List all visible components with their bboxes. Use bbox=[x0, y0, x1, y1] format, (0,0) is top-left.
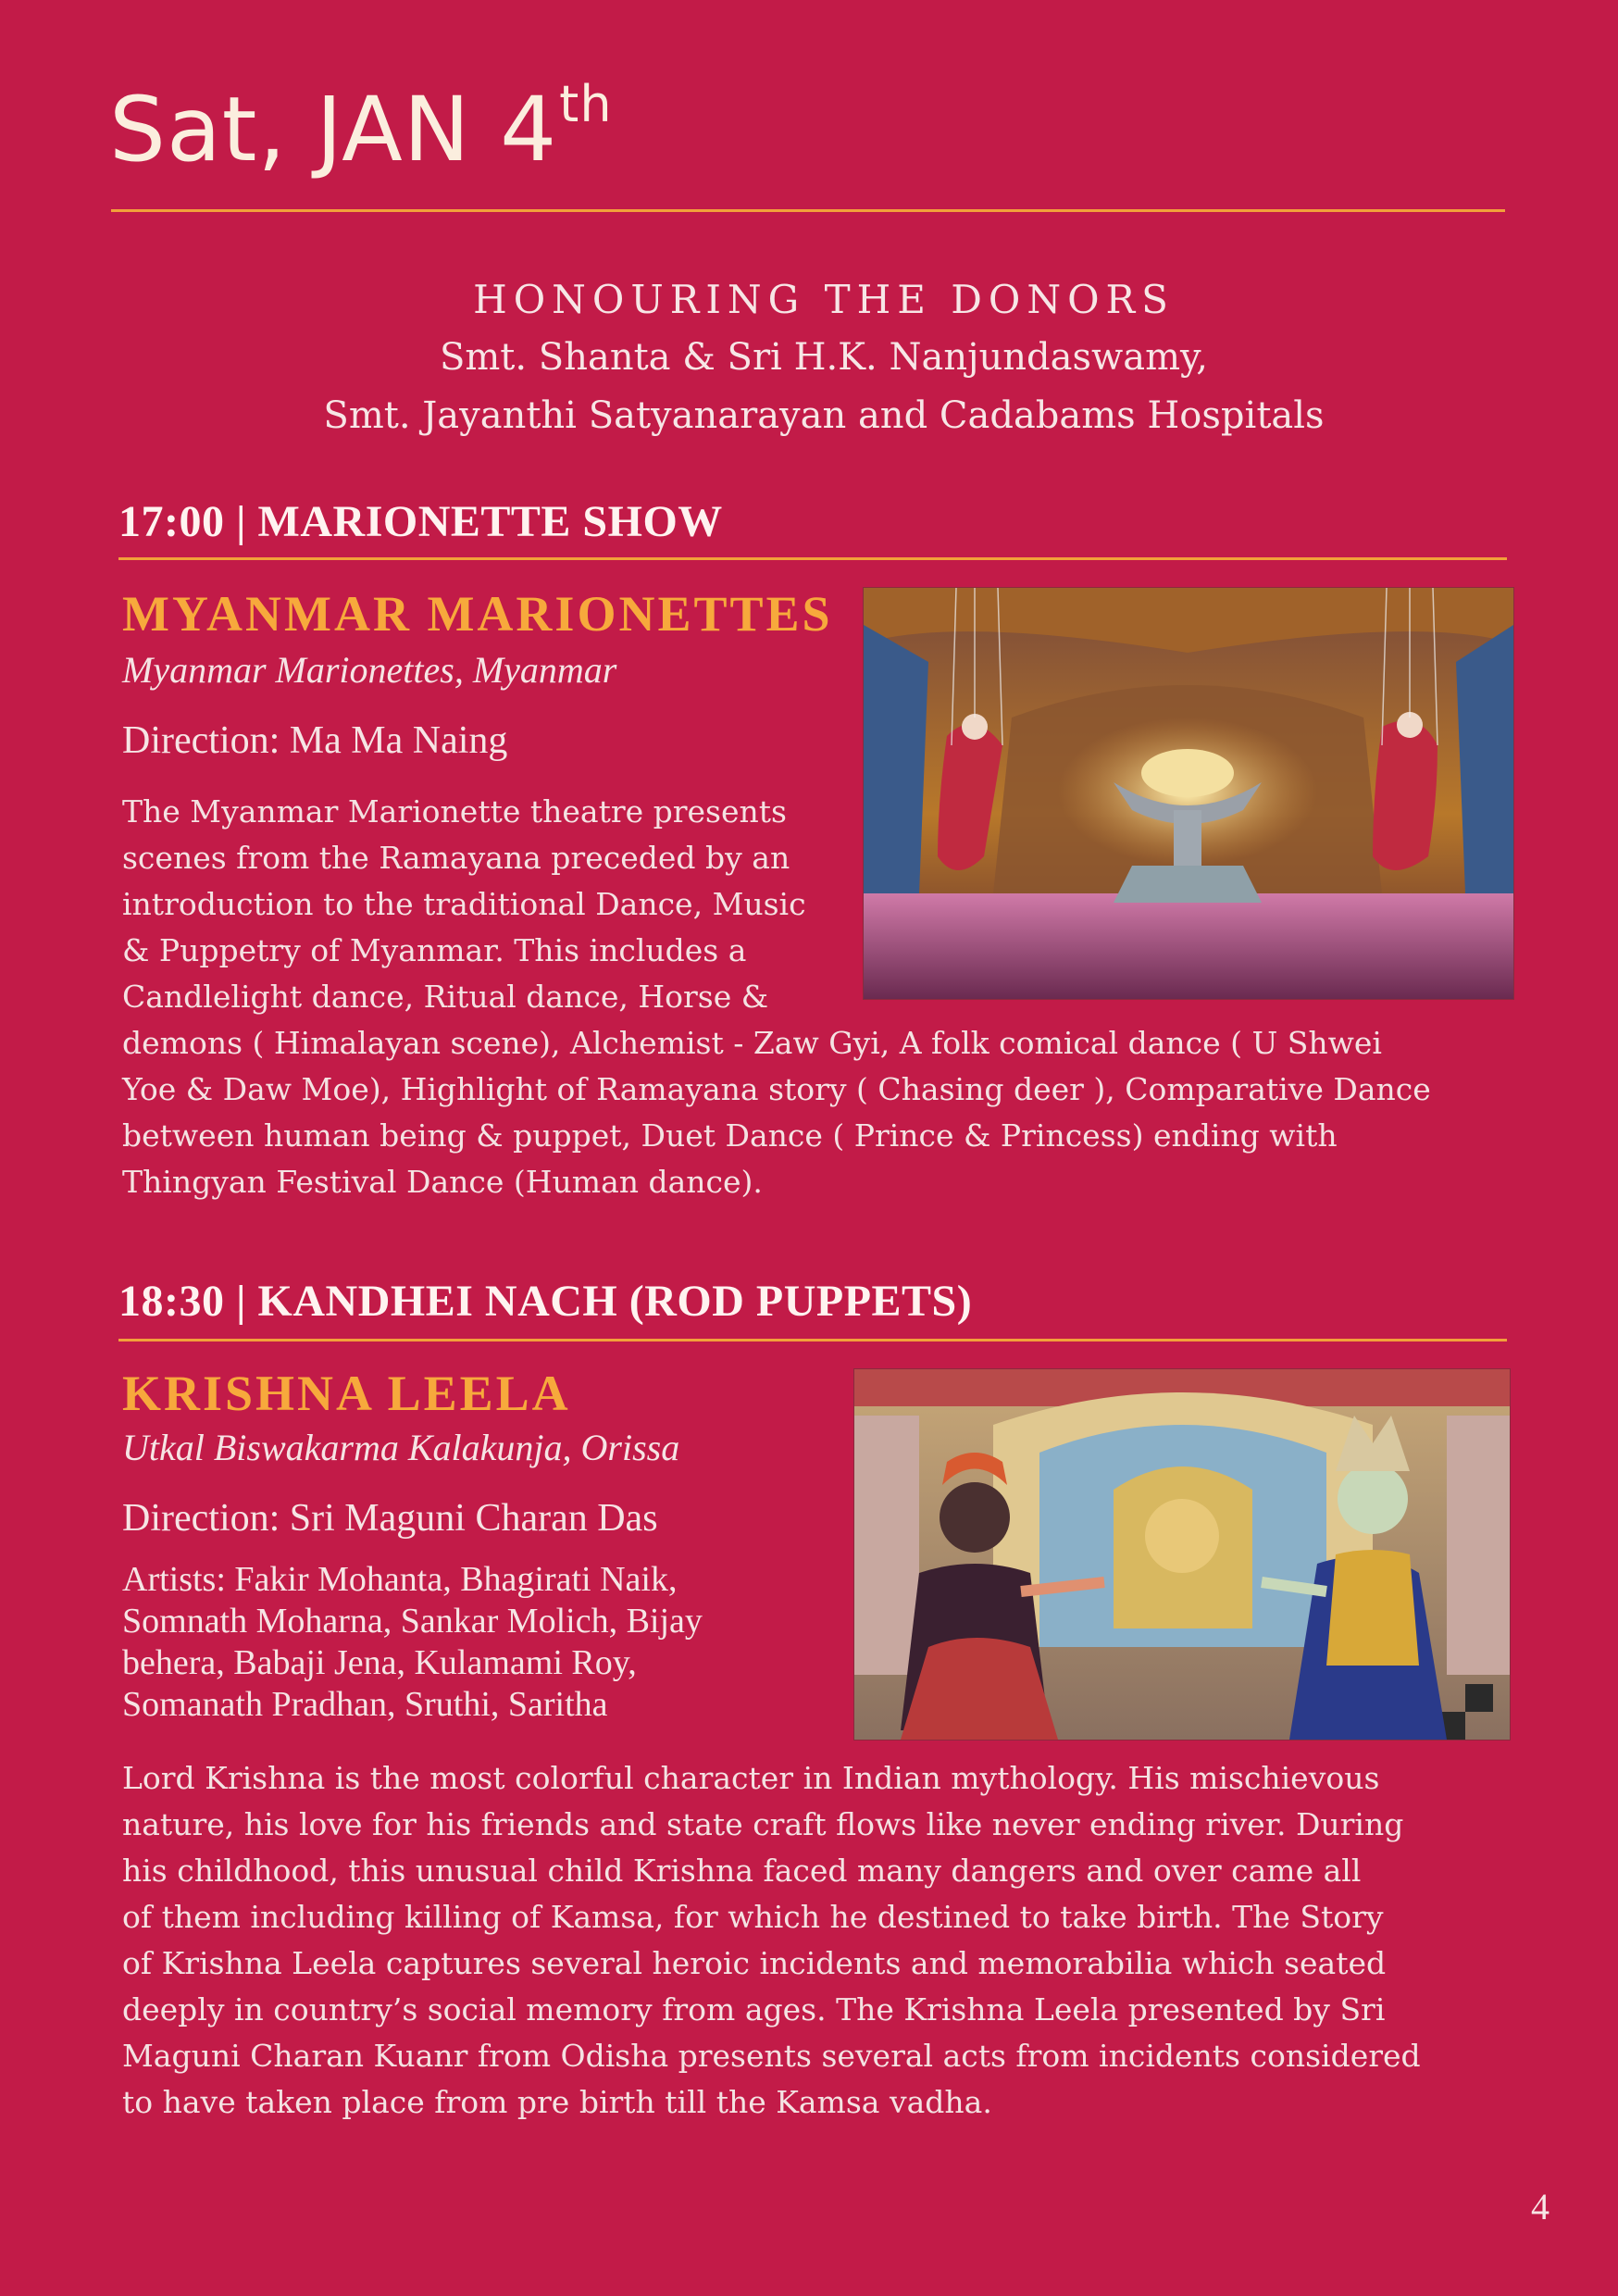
date-main: Sat, JAN 4 bbox=[109, 78, 558, 181]
artists-line: Somnath Moharna, Sankar Molich, Bijay bbox=[122, 1602, 703, 1641]
event-1-time-heading: 17:00 | MARIONETTE SHOW bbox=[118, 497, 723, 546]
date-suffix: th bbox=[559, 75, 613, 133]
event-2-desc-line: nature, his love for his friends and state craft flows like never ending river. During bbox=[122, 1806, 1404, 1842]
donors-block bbox=[111, 270, 1537, 445]
event-1-desc-line: scenes from the Ramayana preceded by an bbox=[122, 840, 790, 876]
event-2-desc-line: of them including killing of Kamsa, for which he destined to take birth. The Story bbox=[122, 1899, 1384, 1935]
rod-puppets-photo bbox=[853, 1368, 1511, 1741]
artists-line: Somanath Pradhan, Sruthi, Saritha bbox=[122, 1685, 608, 1724]
donors-line-1: Smt. Shanta & Sri H.K. Nanjundaswamy, bbox=[439, 336, 1209, 379]
header-divider bbox=[111, 209, 1505, 212]
page-title bbox=[109, 75, 613, 181]
event-2-time-heading: 18:30 | KANDHEI NACH (ROD PUPPETS) bbox=[118, 1277, 973, 1326]
donors-line-2: Smt. Jayanthi Satyanarayan and Cadabams Hospitals bbox=[323, 394, 1325, 437]
event-2-direction: Direction: Sri Maguni Charan Das bbox=[122, 1497, 658, 1540]
event-1-divider bbox=[118, 557, 1507, 560]
event-2-desc-line: of Krishna Leela captures several heroic incidents and memorabilia which seated bbox=[122, 1945, 1387, 1981]
event-1-desc-line: Thingyan Festival Dance (Human dance). bbox=[122, 1164, 763, 1200]
event-2-desc-line: Lord Krishna is the most colorful character in Indian mythology. His mischievous bbox=[122, 1760, 1380, 1796]
artists-line: behera, Babaji Jena, Kulamami Roy, bbox=[122, 1643, 637, 1682]
event-2-desc-line: deeply in country’s social memory from ages. The Krishna Leela presented by Sri bbox=[122, 1991, 1386, 2028]
event-1-description bbox=[122, 789, 1529, 1205]
event-2-description bbox=[122, 1755, 1548, 2126]
event-1-desc-line: Yoe & Daw Moe), Highlight of Ramayana story ( Chasing deer ), Comparative Dance bbox=[122, 1071, 1431, 1107]
event-1-company: Myanmar Marionettes, Myanmar bbox=[122, 649, 617, 691]
event-1-desc-line: & Puppetry of Myanmar. This includes a bbox=[122, 932, 747, 968]
event-2-desc-line: to have taken place from pre birth till the Kamsa vadha. bbox=[122, 2084, 992, 2120]
artists-line: Artists: Fakir Mohanta, Bhagirati Naik, bbox=[122, 1560, 678, 1599]
event-1-desc-line: between human being & puppet, Duet Dance ( Prince & Princess) ending with bbox=[122, 1117, 1338, 1154]
page-number: 4 bbox=[1531, 2186, 1550, 2227]
event-1-title: MYANMAR MARIONETTES bbox=[122, 586, 833, 642]
event-1-desc-line: Candlelight dance, Ritual dance, Horse & bbox=[122, 979, 769, 1015]
event-2-company: Utkal Biswakarma Kalakunja, Orissa bbox=[122, 1427, 680, 1468]
event-2-artists bbox=[122, 1559, 826, 1726]
event-1-desc-line: The Myanmar Marionette theatre presents bbox=[122, 793, 787, 830]
event-2-title: KRISHNA LEELA bbox=[122, 1366, 571, 1421]
event-2-desc-line: his childhood, this unusual child Krishna faced many dangers and over came all bbox=[122, 1853, 1362, 1889]
event-1-desc-line: demons ( Himalayan scene), Alchemist - Zaw Gyi, A folk comical dance ( U Shwei bbox=[122, 1025, 1382, 1061]
donors-heading: HONOURING THE DONORS bbox=[473, 277, 1175, 322]
event-2-desc-line: Maguni Charan Kuanr from Odisha presents several acts from incidents considered bbox=[122, 2038, 1421, 2074]
event-1-direction: Direction: Ma Ma Naing bbox=[122, 719, 508, 762]
event-2-divider bbox=[118, 1339, 1507, 1341]
event-1-desc-line: introduction to the traditional Dance, Music bbox=[122, 886, 806, 922]
